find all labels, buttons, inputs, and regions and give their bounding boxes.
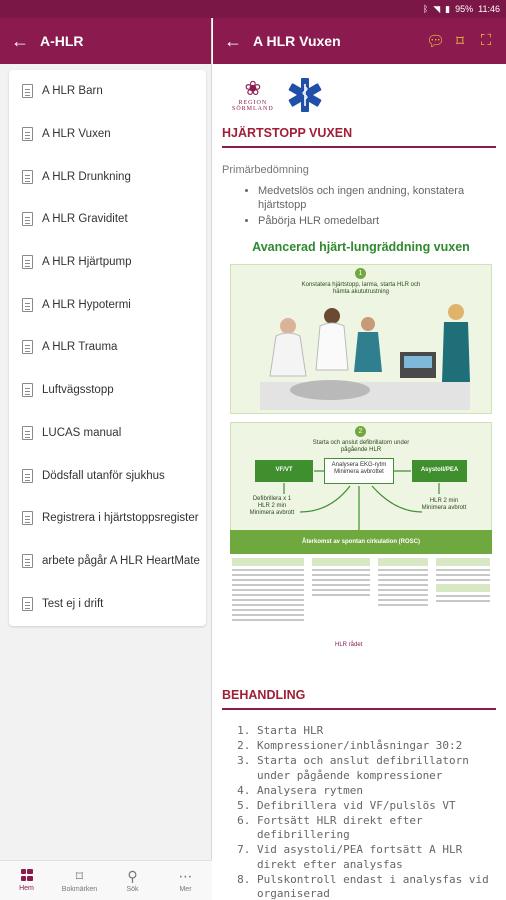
bottom-navigation (0, 860, 212, 900)
hlr-radet-logo: HLR rådet (335, 642, 363, 648)
document-icon (22, 255, 33, 269)
nav-search[interactable] (106, 861, 159, 900)
bullet-item: • Medvetslös och ingen andning, konstatera hjärtstopp (258, 184, 496, 212)
treatment-step: 6. Fortsätt HLR direkt efter defibrillering (257, 814, 496, 843)
logo-line2: SÖRMLAND (232, 106, 274, 112)
left-title: A-HLR (40, 33, 84, 49)
list-item[interactable] (9, 454, 206, 497)
list-item-label: Test ej i drift (42, 597, 104, 610)
subheading-primary-assessment: Primärbedömning (222, 164, 309, 176)
treatment-step: 3. Starta och anslut defibrillatorn under pågående kompressioner (257, 754, 496, 783)
asystole-pea-box: Asystoli/PEA (412, 460, 467, 482)
battery-icon: ▮ (445, 3, 451, 14)
list-item[interactable] (9, 497, 206, 540)
document-list (9, 70, 206, 626)
logo-row (222, 64, 496, 126)
list-item[interactable] (9, 70, 206, 113)
hlr-right-label: HLR 2 min (429, 498, 459, 504)
clock: 11:46 (478, 4, 500, 14)
nav-more[interactable] (159, 861, 212, 900)
bookmark-icon: ⌑ (75, 868, 84, 884)
document-icon (22, 212, 33, 226)
list-item-label: A HLR Hjärtpump (42, 256, 132, 269)
document-icon (22, 383, 33, 397)
wifi-icon: ◥ (433, 3, 441, 14)
info-column-3 (378, 558, 428, 630)
treatment-step: 7. Vid asystoli/PEA fortsätt A HLR direkt efter analysfas (257, 843, 496, 872)
hlr-left-sub: Minimera avbrott (249, 510, 295, 516)
more-icon: ⋯ (178, 868, 193, 884)
comment-icon[interactable]: 💬︎ (426, 33, 446, 50)
document-icon (22, 554, 33, 568)
treatment-step: 2. Kompressioner/inblåsningar 30:2 (257, 739, 496, 754)
bluetooth-icon: ᛒ (422, 4, 429, 14)
analysis-sublabel: Minimera avbrottet (334, 469, 384, 475)
list-item-label: Luftvägsstopp (42, 384, 114, 397)
document-content (213, 64, 506, 900)
info-column-2 (312, 558, 370, 630)
defibrillate-label: Defibrillera x 1 (252, 496, 292, 502)
logo-line1: REGION (238, 100, 268, 106)
step2-text: Starta och anslut defibrillatorn under pågående HLR (312, 440, 410, 453)
hlr-left-label: HLR 2 min (257, 503, 287, 509)
document-icon (22, 511, 33, 525)
section-title-treatment: BEHANDLING (222, 688, 496, 710)
document-title: A HLR Vuxen (253, 33, 341, 49)
list-item[interactable] (9, 412, 206, 455)
treatment-step: 5. Defibrillera vid VF/pulslös VT (257, 799, 496, 814)
section-title-cardiac-arrest: HJÄRTSTOPP VUXEN (222, 126, 496, 148)
home-grid-icon (21, 869, 33, 881)
list-item-label: A HLR Trauma (42, 341, 118, 354)
treatment-step: 4. Analysera rytmen (257, 784, 496, 799)
fullscreen-icon[interactable]: ⛶ (480, 32, 492, 49)
list-item-label: LUCAS manual (42, 426, 122, 439)
star-of-life-icon (286, 76, 324, 114)
bullet-list (222, 184, 496, 228)
list-item-label: A HLR Barn (42, 85, 103, 98)
rosc-label: Återkomst av spontan cirkulation (ROSC) (301, 539, 421, 545)
back-arrow-icon[interactable]: ← (11, 30, 29, 51)
list-item-label: A HLR Drunkning (42, 170, 131, 183)
document-icon (22, 340, 33, 354)
list-item-label: A HLR Vuxen (42, 128, 111, 141)
document-icon (22, 597, 33, 611)
analysis-label: Analysera EKG-rytm (331, 462, 387, 468)
list-item-label: A HLR Graviditet (42, 213, 128, 226)
left-pane (0, 18, 212, 900)
step2-number: 2 (355, 426, 366, 437)
left-app-bar (0, 18, 211, 64)
document-icon (22, 127, 33, 141)
document-app-bar (213, 18, 506, 64)
document-icon (22, 426, 33, 440)
hlr-right-sub: Minimera avbrott (421, 505, 467, 511)
document-icon (22, 84, 33, 98)
region-sormland-logo (232, 78, 274, 112)
list-item-label: Registrera i hjärtstoppsregister (42, 512, 199, 525)
list-item[interactable] (9, 326, 206, 369)
rescuers-illustration (260, 302, 470, 410)
treatment-step: 1. Starta HLR (257, 724, 496, 739)
rosc-bar (230, 530, 492, 554)
bookmark-icon[interactable]: ⌑ (456, 33, 464, 50)
figure-title: Avancerad hjärt-lungräddning vuxen (252, 240, 470, 254)
list-item-label: Dödsfall utanför sjukhus (42, 469, 165, 482)
list-item[interactable] (9, 155, 206, 198)
step1-number: 1 (355, 268, 366, 279)
list-item-label: arbete pågår A HLR HeartMate (42, 554, 200, 567)
list-item[interactable] (9, 369, 206, 412)
list-item[interactable] (9, 540, 206, 583)
list-item[interactable] (9, 582, 206, 625)
info-column-1 (232, 558, 304, 630)
list-item[interactable] (9, 283, 206, 326)
info-column-4 (436, 558, 490, 630)
document-icon (22, 469, 33, 483)
list-item[interactable] (9, 241, 206, 284)
treatment-step: 8. Pulskontroll endast i analysfas vid organiserad (257, 873, 496, 900)
nav-bookmarks[interactable] (53, 861, 106, 900)
nav-home[interactable] (0, 861, 53, 900)
nav-bookmarks-label: Bokmärken (61, 886, 98, 893)
vf-vt-box: VF/VT (255, 460, 313, 482)
document-pane (213, 18, 506, 900)
list-item[interactable] (9, 113, 206, 156)
search-icon: ⚲ (127, 868, 138, 884)
document-icon (22, 298, 33, 312)
back-arrow-icon[interactable]: ← (224, 30, 242, 51)
lotus-icon: ❀ (244, 78, 262, 100)
nav-search-label: Sök (126, 886, 139, 893)
list-item-label: A HLR Hypotermi (42, 298, 131, 311)
algorithm-figure (230, 240, 492, 674)
nav-home-label: Hem (19, 885, 34, 892)
nav-more-label: Mer (179, 886, 192, 893)
treatment-steps (222, 724, 496, 900)
step1-text: Konstatera hjärtstopp, larma, starta HLR och hämta akututrustning (301, 282, 421, 295)
bullet-item: • Påbörja HLR omedelbart (258, 214, 496, 228)
list-item[interactable] (9, 198, 206, 241)
battery-level: 95% (455, 4, 474, 14)
status-bar (0, 0, 506, 18)
document-icon (22, 170, 33, 184)
